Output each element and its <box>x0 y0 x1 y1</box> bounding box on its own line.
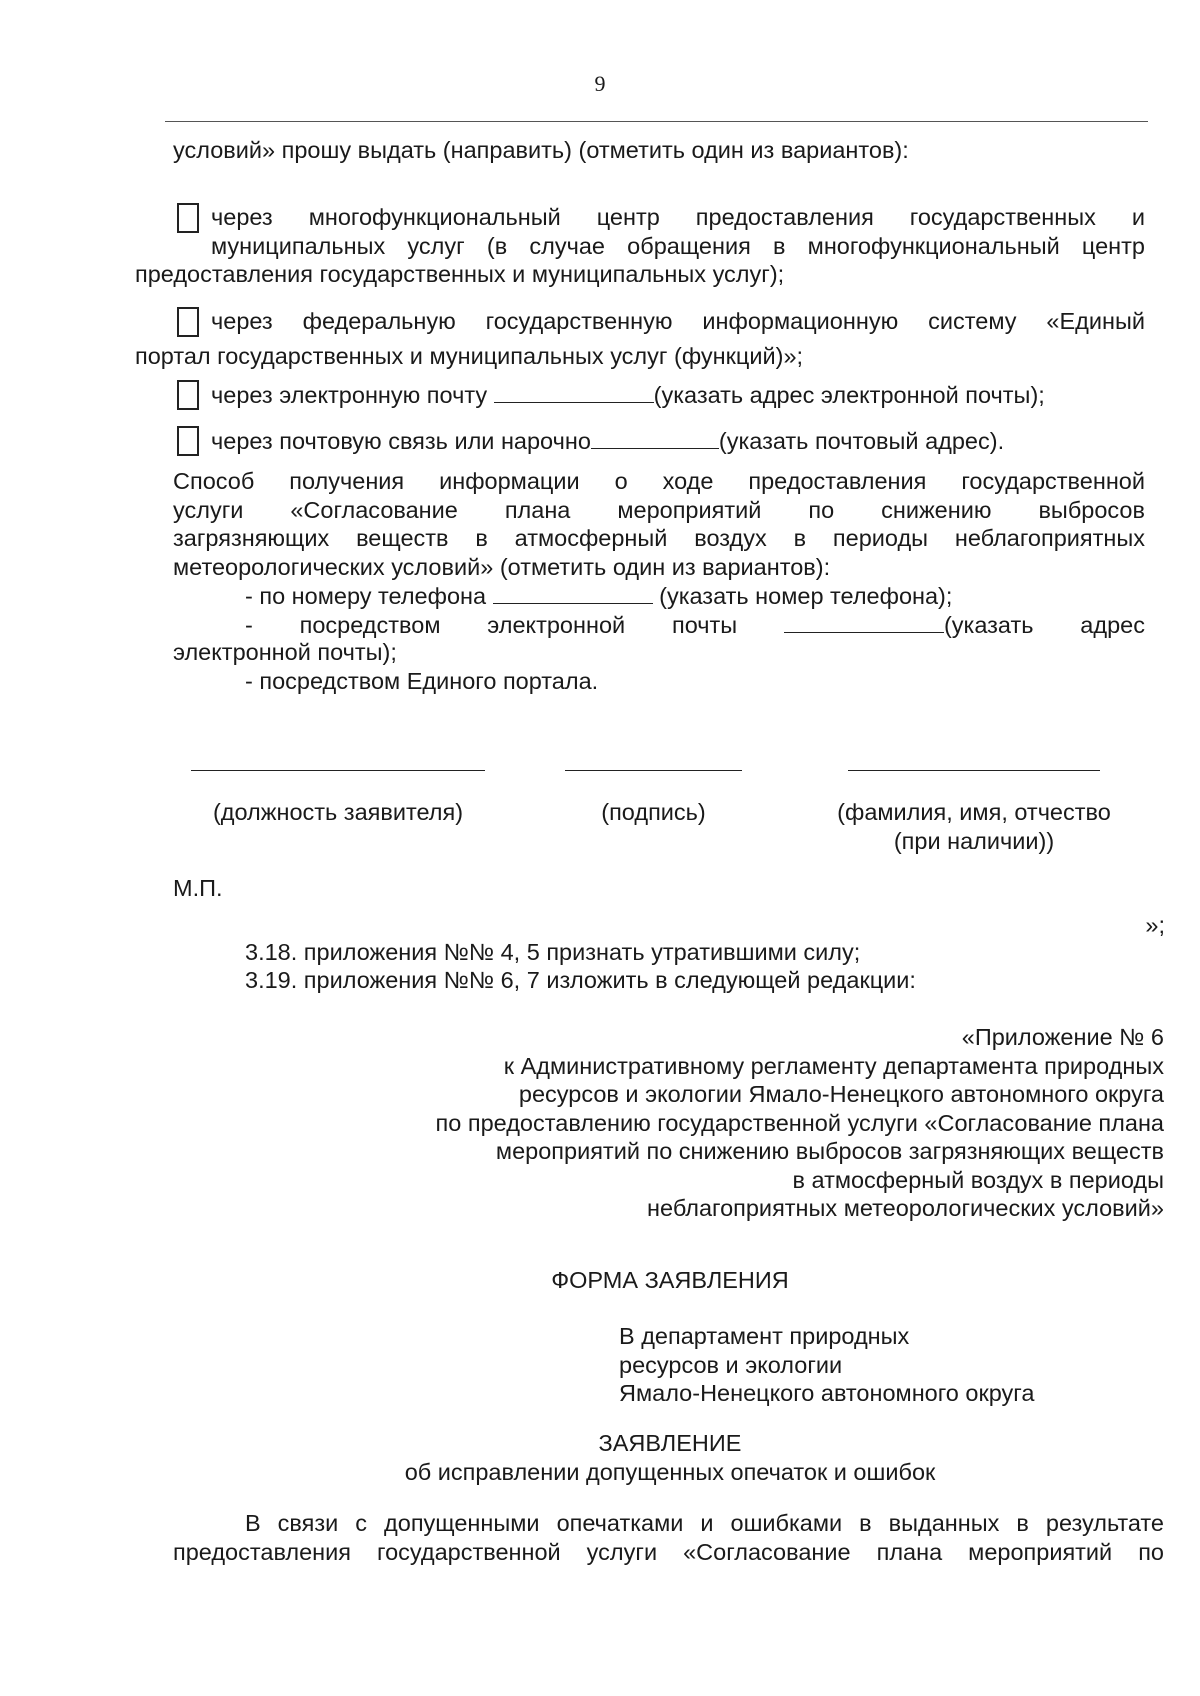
signature-line[interactable] <box>565 770 742 771</box>
email-method-word: почты <box>671 612 738 638</box>
closing-quote: »; <box>1145 912 1165 938</box>
form-title: ФОРМА ЗАЯВЛЕНИЯ <box>551 1267 789 1293</box>
phone-option-text: - по номеру телефона <box>245 583 493 609</box>
phone-blank[interactable] <box>493 581 653 604</box>
checkbox-email[interactable] <box>177 380 199 410</box>
addressee-block <box>619 1322 1139 1408</box>
addressee-line: Ямало-Ненецкого автономного округа <box>619 1380 1035 1406</box>
info-method-paragraph <box>173 467 1145 581</box>
option-mfc-line: через многофункциональный центр предоставления государственных и <box>211 204 1145 230</box>
email-method-blank[interactable] <box>784 610 944 633</box>
option-post-text: через почтовую связь или нарочно <box>211 428 591 454</box>
email-method-line2: электронной почты); <box>173 639 397 665</box>
option-post-hint: (указать почтовый адрес). <box>718 428 1005 454</box>
option-post <box>173 426 1145 456</box>
option-portal-line: портал государственных и муниципальных услуг (функций)»; <box>135 342 804 369</box>
option-email <box>173 380 1145 410</box>
option-mfc-line: предоставления государственных и муниципальных услуг); <box>135 261 785 287</box>
option-email-hint: (указать адрес электронной почты); <box>653 382 1045 408</box>
checkbox-mfc[interactable] <box>177 203 199 233</box>
statement-body <box>173 1509 1164 1566</box>
phone-option-hint: (указать номер телефона); <box>652 583 953 609</box>
email-method-option <box>245 610 1145 640</box>
fio-caption <box>800 798 1148 855</box>
stamp-label: М.П. <box>173 875 223 901</box>
checkbox-portal[interactable] <box>177 307 199 337</box>
fio-caption-line: (при наличии)) <box>893 827 1055 854</box>
checkbox-post[interactable] <box>177 426 199 456</box>
statement-title: ЗАЯВЛЕНИЕ <box>598 1430 742 1456</box>
fio-caption-line: (фамилия, имя, отчество <box>837 799 1111 825</box>
option-email-text: через электронную почту <box>211 382 494 408</box>
info-method-line: услуги «Согласование плана мероприятий по снижению выбросов <box>173 496 1145 523</box>
appendix-header-line: неблагоприятных метеорологических условий» <box>647 1195 1164 1221</box>
addressee-line: ресурсов и экологии <box>619 1351 843 1378</box>
appendix-header <box>300 1023 1164 1223</box>
appendix-header-line: в атмосферный воздух в периоды <box>792 1166 1164 1193</box>
statement-subtitle: об исправлении допущенных опечаток и ошибок <box>404 1459 936 1485</box>
statement-body-line: В связи с допущенными опечатками и ошибками в выданных в результате <box>245 1510 1164 1536</box>
signature-caption: (подпись) <box>601 799 706 825</box>
email-method-word: адрес <box>1080 612 1145 638</box>
item-3-18: 3.18. приложения №№ 4, 5 признать утратившими силу; <box>245 939 861 965</box>
info-method-line: загрязняющих веществ в атмосферный воздух в периоды неблагоприятных <box>173 525 1145 551</box>
option-mfc <box>135 203 1145 289</box>
phone-option <box>245 581 1145 611</box>
addressee-line: В департамент природных <box>619 1323 910 1349</box>
appendix-header-line: ресурсов и экологии Ямало-Ненецкого автономного округа <box>518 1081 1164 1107</box>
statement-body-line: предоставления государственной услуги «Согласование плана мероприятий по <box>173 1538 1164 1565</box>
appendix-header-line: «Приложение № 6 <box>961 1024 1164 1050</box>
option-mfc-line: муниципальных услуг (в случае обращения в многофункциональный центр <box>211 232 1145 259</box>
email-blank[interactable] <box>494 380 654 403</box>
info-method-line: Способ получения информации о ходе предоставления государственной <box>173 468 1145 494</box>
item-3-19: 3.19. приложения №№ 6, 7 изложить в следующей редакции: <box>245 967 916 993</box>
page-number: 9 <box>594 71 606 96</box>
position-caption: (должность заявителя) <box>212 799 464 825</box>
intro-line: условий» прошу выдать (направить) (отметить один из вариантов): <box>173 137 909 163</box>
info-method-line: метеорологических условий» (отметить один из вариантов): <box>173 553 831 580</box>
appendix-header-line: мероприятий по снижению выбросов загрязняющих веществ <box>495 1138 1164 1164</box>
address-blank[interactable] <box>591 426 719 449</box>
option-portal-line: через федеральную государственную информационную систему «Единый <box>211 308 1145 334</box>
position-signature-line[interactable] <box>191 770 485 771</box>
email-method-word: - <box>245 612 253 638</box>
appendix-header-line: по предоставлению государственной услуги «Согласование плана <box>435 1109 1164 1136</box>
fio-signature-line[interactable] <box>848 770 1100 771</box>
email-method-hint: (указать <box>943 612 1034 638</box>
appendix-header-line: к Административному регламенту департамента природных <box>503 1052 1164 1079</box>
portal-option: - посредством Единого портала. <box>245 668 599 694</box>
option-portal <box>135 307 1145 370</box>
email-method-word: электронной <box>487 612 626 638</box>
email-method-word: посредством <box>299 612 441 638</box>
header-divider <box>165 121 1148 122</box>
